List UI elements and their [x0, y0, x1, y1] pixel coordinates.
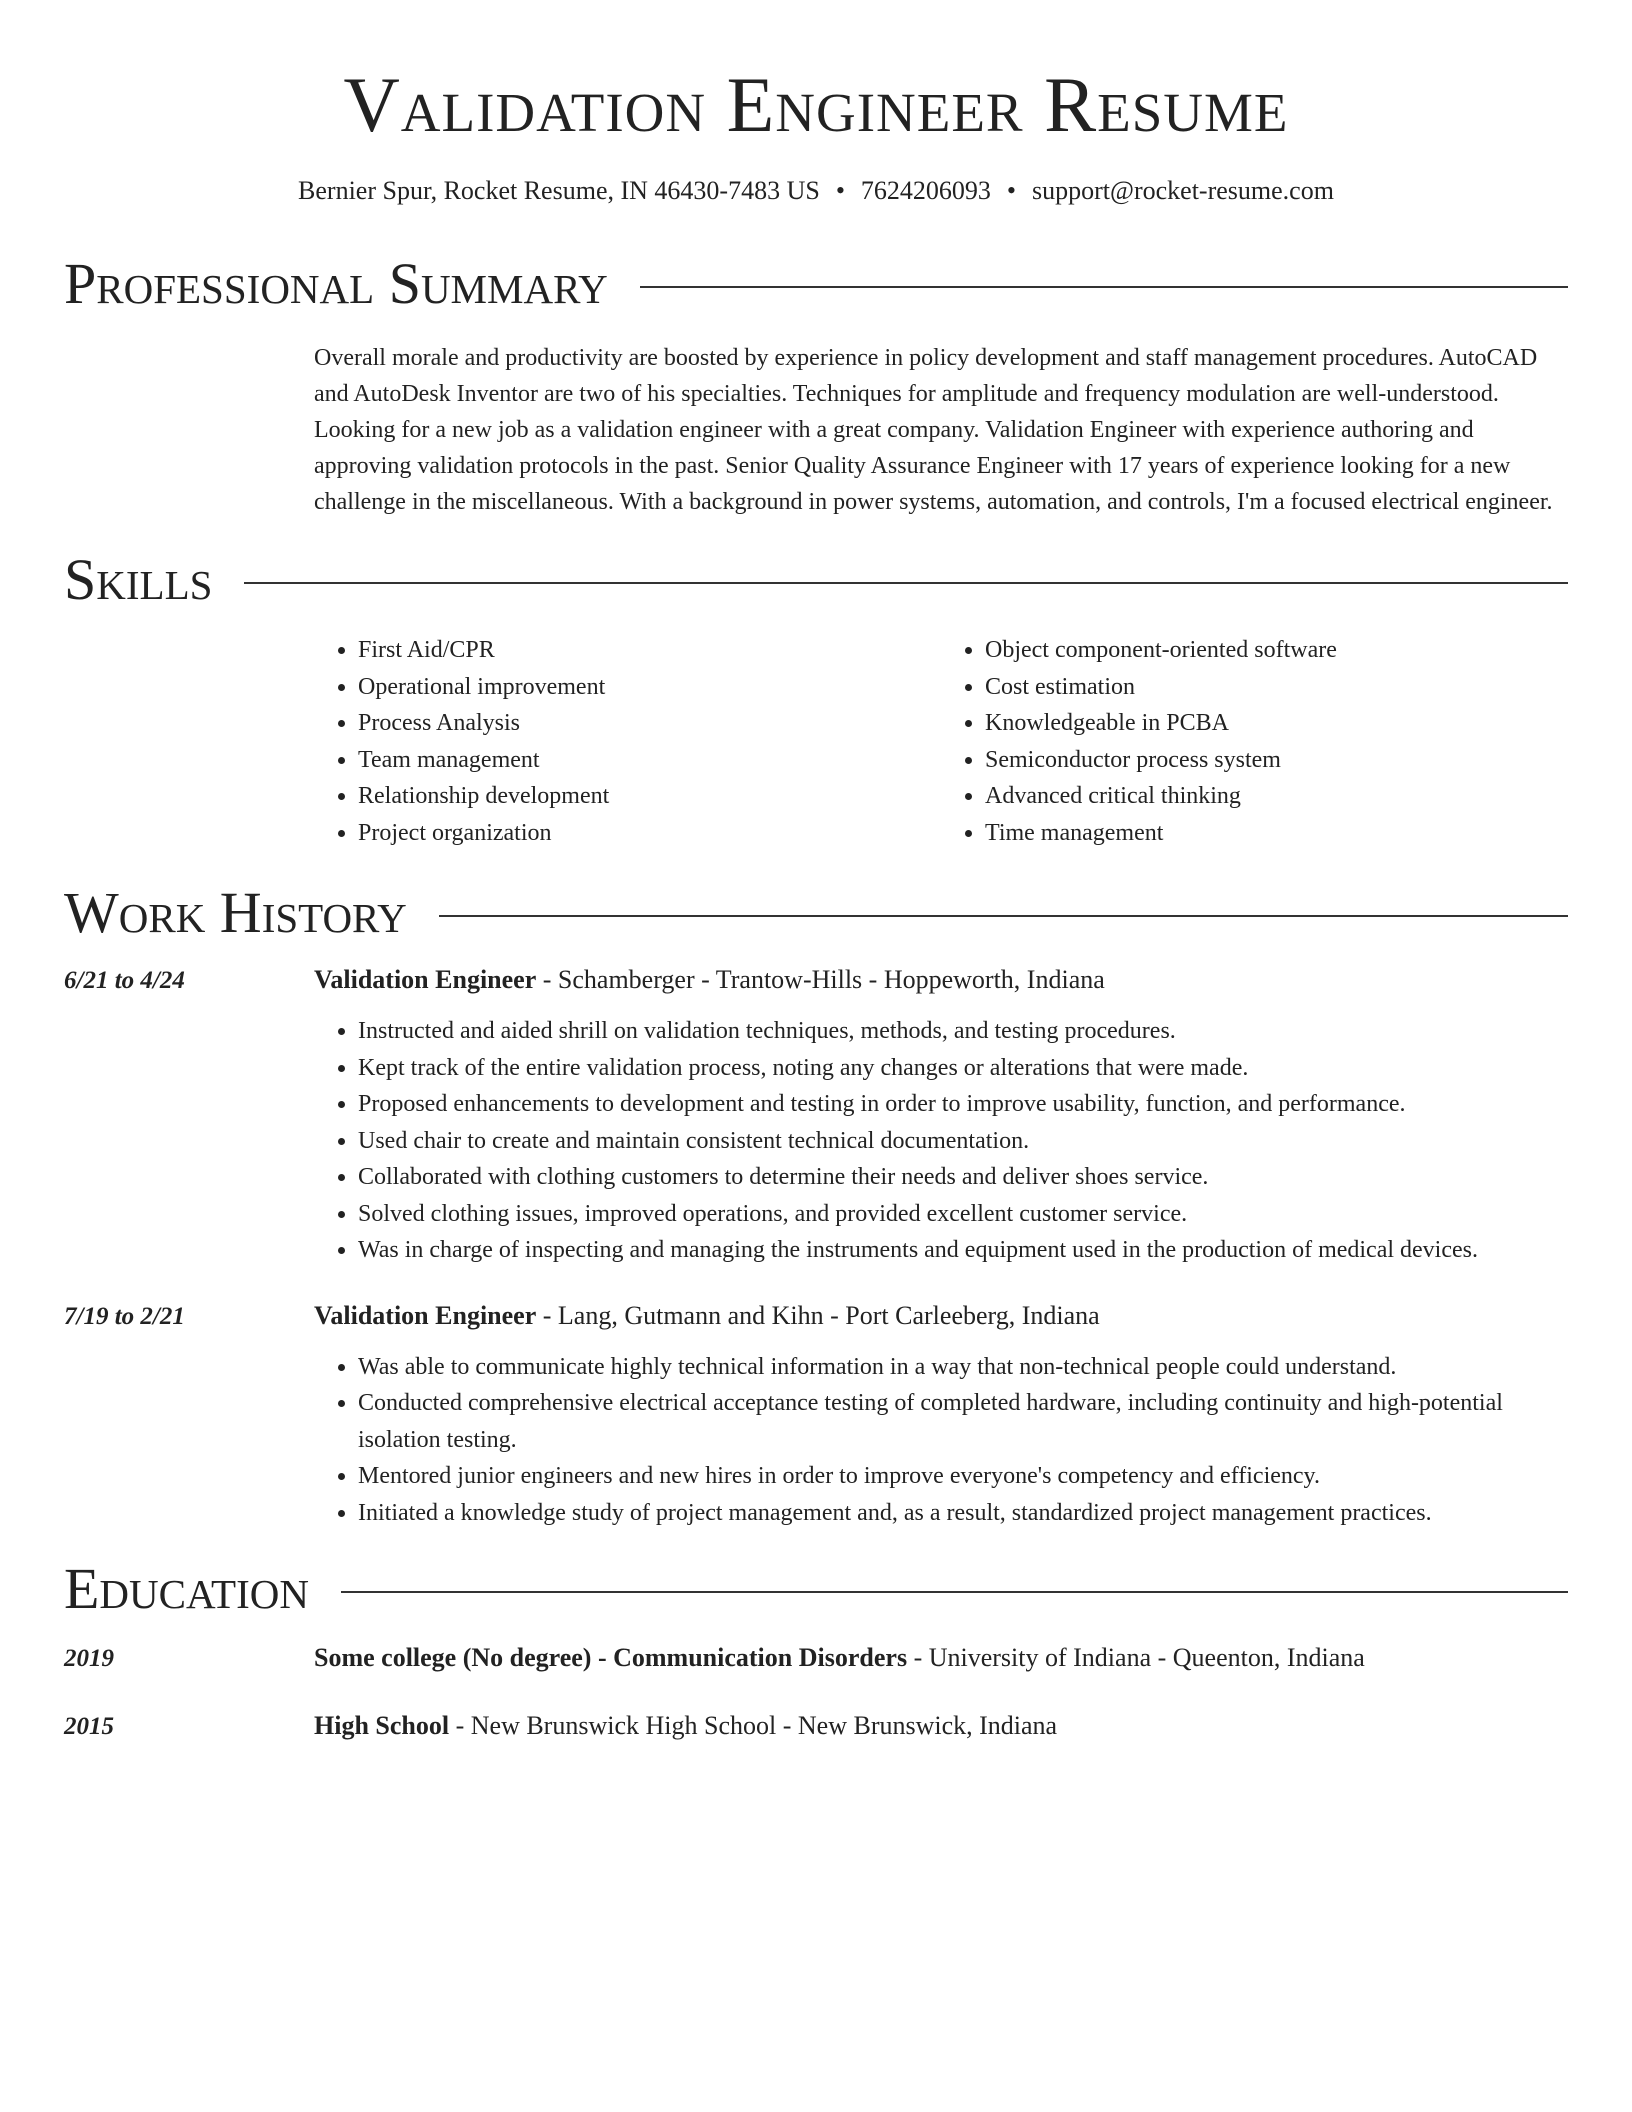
job-bullet: • Was in charge of inspecting and managing the instruments and equipment used in the production of medical devices.: [358, 1232, 1568, 1269]
job-role: [314, 963, 1105, 997]
education-year: 2019: [64, 1645, 114, 1672]
separator-dot: •: [835, 176, 845, 205]
skills-section-header: [64, 548, 1568, 612]
education-section-header: [64, 1557, 1568, 1621]
education-school: - University of Indiana - Queenton, Indiana: [907, 1643, 1365, 1672]
job-bullets: [314, 1349, 1568, 1532]
skill-item: • Knowledgeable in PCBA: [985, 705, 1568, 742]
education-details: [314, 1709, 1057, 1743]
skills-heading: Skills: [64, 547, 213, 612]
job-header: [64, 1299, 1568, 1333]
section-divider: [640, 286, 1568, 288]
job-entry: [64, 963, 1568, 1269]
summary-heading: Professional Summary: [64, 251, 608, 316]
job-dates: 7/19 to 2/21: [64, 1302, 185, 1330]
job-bullet: • Solved clothing issues, improved operations, and provided excellent customer service.: [358, 1196, 1568, 1233]
job-employer: - Lang, Gutmann and Kihn - Port Carleeberg, Indiana: [536, 1300, 1100, 1330]
education-school: - New Brunswick High School - New Brunswick, Indiana: [449, 1711, 1058, 1740]
skill-item: • Process Analysis: [358, 705, 941, 742]
education-entry: [64, 1709, 1568, 1743]
education-details: [314, 1641, 1365, 1675]
skill-item: • Team management: [358, 742, 941, 779]
education-year: 2015: [64, 1713, 114, 1740]
skill-item: • Cost estimation: [985, 669, 1568, 706]
skill-item: • Semiconductor process system: [985, 742, 1568, 779]
section-divider: [244, 582, 1568, 584]
skills-column-right: [941, 632, 1568, 851]
education-degree: Some college (No degree) - Communication Disorders: [314, 1643, 908, 1672]
education-entry: [64, 1641, 1568, 1675]
job-bullet: • Conducted comprehensive electrical acceptance testing of completed hardware, including continuity and high-potential isolation testing.: [358, 1385, 1568, 1458]
contact-address: Bernier Spur, Rocket Resume, IN 46430-7483 US: [298, 176, 820, 205]
summary-text: Overall morale and productivity are boosted by experience in policy development and staff management procedures. AutoCAD and AutoDesk Inventor are two of his specialties. Techniques for amplitude and frequency modulation are well-understood. Looking for a new job as a validation engineer with a great company. Validation Engineer with experience authoring and approving validation protocols in the past. Senior Quality Assurance Engineer with 17 years of experience looking for a new challenge in the miscellaneous. With a background in power systems, automation, and controls, I'm a focused electrical engineer.: [314, 345, 1553, 515]
skill-item: • Operational improvement: [358, 669, 941, 706]
job-bullet: • Instructed and aided shrill on validation techniques, methods, and testing procedures.: [358, 1013, 1568, 1050]
resume-title: Validation Engineer Resume: [343, 61, 1289, 148]
job-title: Validation Engineer: [314, 965, 537, 994]
work-section-header: [64, 881, 1568, 945]
job-bullet: • Initiated a knowledge study of project management and, as a result, standardized project management practices.: [358, 1495, 1568, 1532]
job-bullet: • Proposed enhancements to development and testing in order to improve usability, function, and performance.: [358, 1086, 1568, 1123]
job-employer: - Schamberger - Trantow-Hills - Hoppeworth, Indiana: [536, 965, 1105, 994]
job-bullet: • Collaborated with clothing customers to determine their needs and deliver shoes service.: [358, 1159, 1568, 1196]
job-bullet: • Used chair to create and maintain consistent technical documentation.: [358, 1123, 1568, 1160]
job-header: [64, 963, 1568, 997]
job-entry: [64, 1299, 1568, 1532]
section-divider: [439, 915, 1568, 917]
job-bullet: • Was able to communicate highly technical information in a way that non-technical people could understand.: [358, 1349, 1568, 1386]
contact-line: [64, 174, 1568, 208]
skills-list: [314, 632, 1568, 851]
job-title: Validation Engineer: [314, 1300, 537, 1330]
job-role: [314, 1299, 1100, 1333]
education-degree: High School: [314, 1711, 450, 1740]
skill-item: • Relationship development: [358, 778, 941, 815]
job-bullets: [314, 1013, 1568, 1269]
job-dates: 6/21 to 4/24: [64, 967, 185, 994]
work-heading: Work History: [64, 880, 407, 945]
skill-item: • Object component-oriented software: [985, 632, 1568, 669]
skill-item: • Time management: [985, 815, 1568, 852]
section-divider: [341, 1591, 1568, 1593]
skills-column-left: [314, 632, 941, 851]
skill-item: • Advanced critical thinking: [985, 778, 1568, 815]
job-bullet: • Mentored junior engineers and new hires in order to improve everyone's competency and efficiency.: [358, 1458, 1568, 1495]
education-heading: Education: [64, 1556, 309, 1621]
job-bullet: • Kept track of the entire validation process, noting any changes or alterations that were made.: [358, 1050, 1568, 1087]
contact-phone: 7624206093: [860, 176, 991, 205]
contact-email: support@rocket-resume.com: [1032, 176, 1334, 205]
summary-section-header: [64, 252, 1568, 316]
separator-dot: •: [1006, 176, 1017, 205]
skill-item: • Project organization: [358, 815, 941, 852]
skill-item: • First Aid/CPR: [358, 632, 941, 669]
